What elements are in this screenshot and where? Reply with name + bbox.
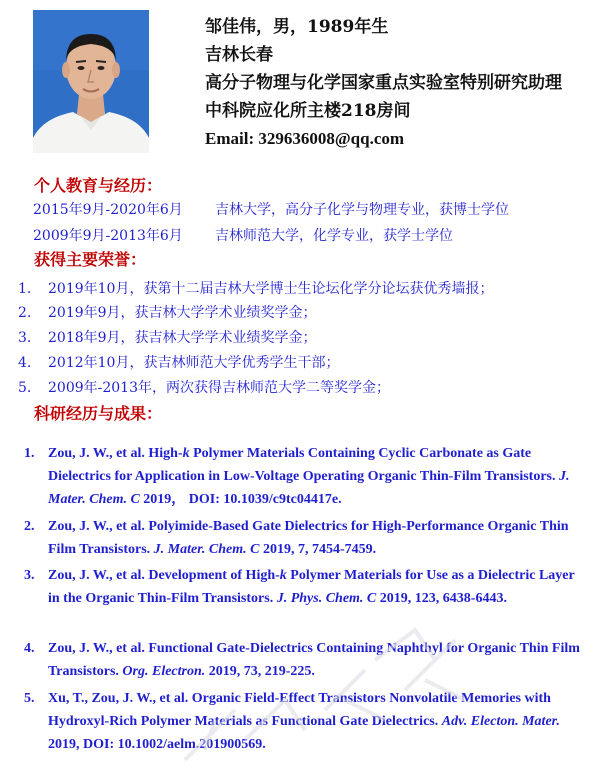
publication-number: 5.	[24, 691, 35, 706]
publication-citation: 2019， DOI: 10.1039/c9tc04417e.	[139, 492, 342, 507]
honor-item	[18, 353, 339, 373]
publication-journal: Org. Electron.	[122, 664, 206, 679]
honor-number: 5.	[18, 380, 32, 396]
publication-item	[24, 515, 584, 561]
honor-text: 2019年9月，获吉林大学学术业绩奖学金；	[48, 305, 317, 321]
publication-citation: 2019, 73, 219-225.	[205, 664, 315, 679]
education-row	[33, 200, 509, 220]
honor-item	[18, 303, 317, 323]
publication-title-rest: Polymer Materials for Use as a Dielectric Layer in the Organic Thin-Film Transistors.	[48, 568, 575, 606]
education-desc: 吉林大学，高分子化学与物理专业，获博士学位	[215, 202, 509, 218]
publication-authors-title: Zou, J. W., et al. Functional Gate-Dielectrics Containing Naphthyl for Organic Thin Film Transistors.	[48, 641, 580, 679]
honor-number: 1.	[18, 281, 32, 297]
publication-authors-title: Zou, J. W., et al. High-	[48, 446, 183, 461]
research-heading: 科研经历与成果：	[34, 404, 163, 423]
honor-number: 3.	[18, 330, 32, 346]
honor-text: 2018年9月，获吉林大学学术业绩奖学金；	[48, 330, 317, 346]
name-line: 邹佳伟，男，1989年生	[205, 17, 389, 37]
publication-number: 1.	[24, 446, 35, 461]
publication-citation: 2019, 7, 7454-7459.	[259, 542, 377, 557]
publication-journal: J. Phys. Chem. C	[276, 591, 377, 606]
publication-authors-title: Zou, J. W., et al. Polyimide-Based Gate Dielectrics for High-Performance Organic Thin Film Transistors.	[48, 519, 569, 557]
honors-heading: 获得主要荣誉：	[34, 250, 147, 269]
email-text: Email: 329636008@qq.com	[205, 129, 405, 148]
publication-authors-title: Xu, T., Zou, J. W., et al. Organic Field-Effect Transistors Nonvolatile Memories with Hydroxyl-Rich Polymer Materials as Functional Gate Dielectrics.	[48, 691, 551, 729]
education-date: 2015年9月-2020年6月	[33, 202, 183, 218]
honor-item	[18, 328, 317, 348]
profile-photo	[33, 10, 149, 153]
publication-item	[24, 637, 584, 683]
publication-item	[24, 687, 584, 756]
location: 吉林长春	[205, 45, 273, 65]
publication-k: k	[182, 446, 190, 461]
publication-journal: J. Mater. Chem. C	[153, 542, 260, 557]
publication-citation: 2019, DOI: 10.1002/aelm.201900569.	[48, 737, 266, 752]
publication-item	[24, 564, 584, 610]
publication-item	[24, 442, 584, 511]
honor-item	[18, 378, 390, 398]
honor-text: 2009年-2013年，两次获得吉林师范大学二等奖学金；	[48, 380, 390, 396]
publication-journal: Adv. Electon. Mater.	[441, 714, 560, 729]
honor-number: 4.	[18, 355, 32, 371]
publication-journal: J. Mater. Chem. C	[48, 469, 570, 507]
publication-k: k	[279, 568, 287, 583]
honor-text: 2012年10月，获吉林师范大学优秀学生干部；	[48, 355, 340, 371]
publication-authors-title: Zou, J. W., et al. Development of High-	[48, 568, 280, 583]
portrait-image	[33, 10, 149, 153]
publication-number: 4.	[24, 641, 35, 656]
position-title: 高分子物理与化学国家重点实验室特别研究助理	[205, 73, 562, 93]
publication-number: 2.	[24, 519, 35, 534]
honor-item	[18, 279, 493, 299]
publication-title-rest: Polymer Materials Containing Cyclic Carbonate as Gate Dielectrics for Application in Low-Voltage Operating Organic Thin-Film Transistors.	[48, 446, 559, 484]
education-date: 2009年9月-2013年6月	[33, 228, 183, 244]
honor-number: 2.	[18, 305, 32, 321]
education-heading: 个人教育与经历：	[34, 176, 163, 195]
publication-citation: 2019, 123, 6438-6443.	[376, 591, 507, 606]
education-row	[33, 226, 453, 246]
publication-number: 3.	[24, 568, 35, 583]
education-desc: 吉林师范大学，化学专业，获学士学位	[215, 228, 453, 244]
honor-text: 2019年10月，获第十二届吉林大学博士生论坛化学分论坛获优秀墙报；	[48, 281, 494, 297]
office-address: 中科院应化所主楼218房间	[205, 101, 411, 121]
